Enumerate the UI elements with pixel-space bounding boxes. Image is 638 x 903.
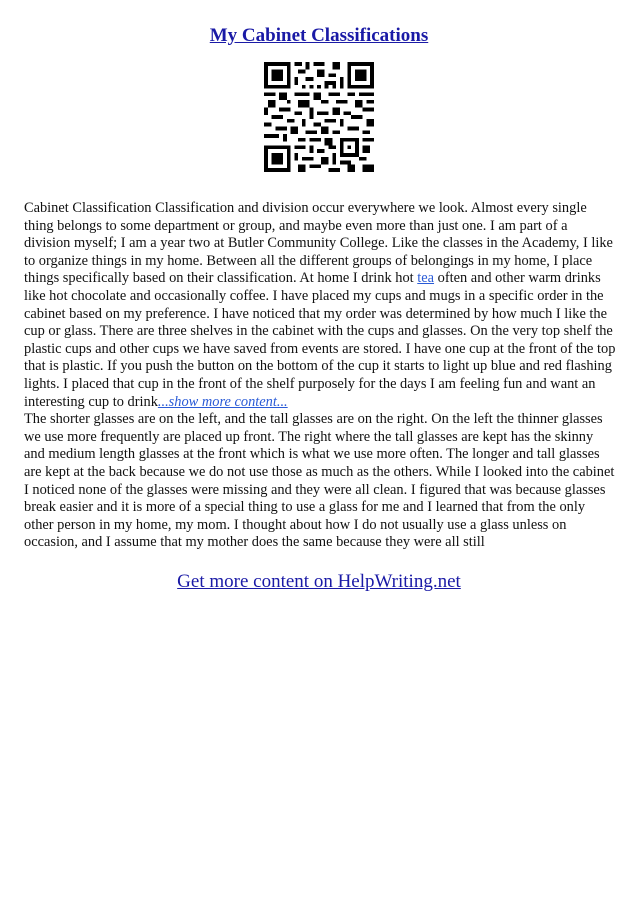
qr-code-icon [264,62,374,172]
qr-code-graphic [264,62,374,172]
cta-container [0,570,638,594]
tea-link[interactable]: tea [417,270,435,287]
title-link[interactable]: My Cabinet Classifications [209,25,429,46]
essay-paragraph-1 [24,200,616,411]
show-more-link[interactable]: ...show more content... [157,393,288,410]
paragraph-1-text-end: often and other warm drinks like hot chocolate and occasionally coffee. I have placed my cups and mugs in a specific order in the cabinet based on my preference. I have noticed that my order was determined by how much I like the cup or glass. There are three shelves in the cabinet with the cups and glasses. On the very top shelf the plastic cups and other cups we have saved from events are stored. I have one cup at the front of the top that is plastic. If you push the button on the bottom of the cup it starts to light up blue and red flashing lights. I placed that cup in the front of the shelf purposely for the days I am feeling fun and want an interesting cup to drink [24,270,616,410]
document-title [0,24,638,48]
essay-body [24,200,616,552]
essay-paragraph-2: The shorter glasses are on the left, and the tall glasses are on the right. On the left the thinner glasses we use more frequently are placed up front. The right where the tall glasses are kept has the skinny and medium length glasses at the front which is what we use more often. The longer and tall glasses are kept at the back because we do not use those as much as the others. While I looked into the cabinet I noticed none of the glasses were missing and they were all clean. I figured that was because glasses break easier and it is more of a special thing to use a glass for me and I learned that from the only other person in my home, my mom. I thought about how I do not usually use a glass unless on occasion, and I assume that my mother does the same because they were all still [24,411,615,551]
get-more-content-link[interactable]: Get more content on HelpWriting.net [177,571,461,592]
paragraph-1-text-start: Cabinet Classification Classification and division occur everywhere we look. Almost every single thing belongs to some department or group, and maybe even more than just one. I am part of a division myself; I am a year two at Butler Community College. Like the classes in the Academy, I like to organize things in my home. Between all the different groups of belongings in my home, I place things specifically based on their classification. At home I drink hot [24,200,613,287]
